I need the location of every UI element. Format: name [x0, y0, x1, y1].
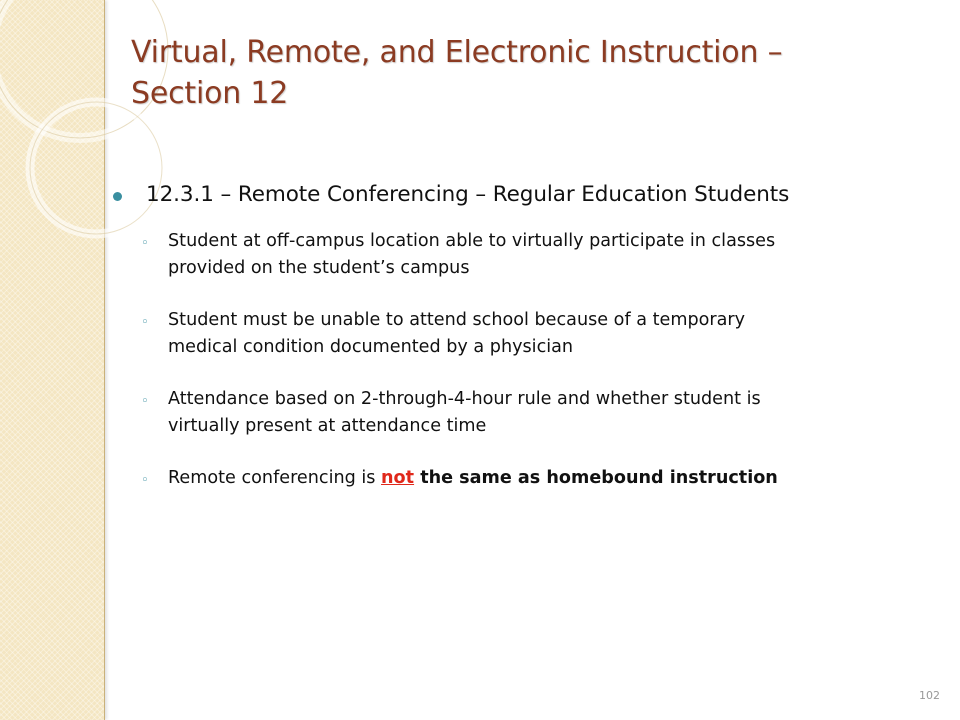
- sub-bullet-line: Attendance based on 2-through-4-hour rule and whether student is: [168, 389, 761, 409]
- sub-bullet-text-prefix: Remote conferencing is: [168, 468, 382, 488]
- sub-bullet-line: Student must be unable to attend school because of a temporary: [168, 310, 746, 330]
- sub-bullet-text-bold: the same as homebound instruction: [414, 468, 778, 488]
- emphasis-not: not: [381, 468, 415, 488]
- sub-bullet-item: [108, 307, 908, 361]
- page-number: 102: [919, 689, 940, 702]
- sub-bullet-list: [108, 228, 948, 492]
- slide-title: [131, 32, 931, 114]
- sub-bullet-line: Student at off-campus location able to virtually participate in classes: [168, 231, 776, 251]
- main-bullet: [108, 177, 948, 213]
- sub-bullet-item: [108, 465, 908, 492]
- ring-bullet-icon: ◦: [141, 473, 149, 488]
- sub-bullet-line: medical condition documented by a physician: [168, 337, 574, 357]
- slide-content: [108, 177, 948, 517]
- sub-bullet-item: [108, 386, 908, 440]
- sub-bullet-line: provided on the student’s campus: [168, 258, 470, 278]
- title-line-2: Section 12: [131, 76, 289, 111]
- bullet-dot-icon: [113, 192, 122, 201]
- sub-bullet-item: [108, 228, 908, 282]
- sub-bullet-line: [168, 465, 908, 492]
- ring-bullet-icon: ◦: [141, 315, 149, 330]
- ring-bullet-icon: ◦: [141, 394, 149, 409]
- ring-bullet-icon: ◦: [141, 236, 149, 251]
- main-bullet-text: 12.3.1 – Remote Conferencing – Regular Education Students: [146, 182, 790, 207]
- title-line-1: Virtual, Remote, and Electronic Instruction –: [131, 35, 783, 70]
- sub-bullet-line: virtually present at attendance time: [168, 416, 487, 436]
